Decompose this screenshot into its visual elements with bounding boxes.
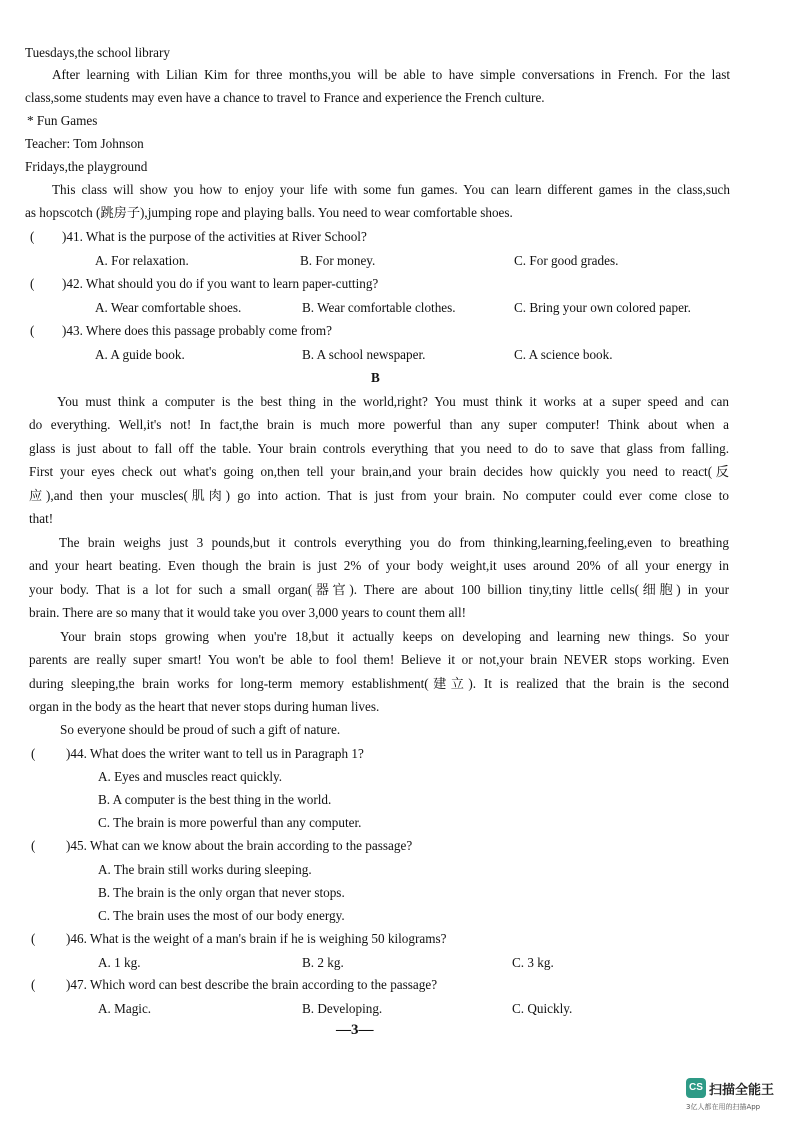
- question-stem: )45. What can we know about the brain according to the passage?: [66, 838, 413, 853]
- passage-line: glass is just about to fall off the table. Your brain controls everything that you need to do to save that glass from falling.: [29, 441, 729, 456]
- question-stem: )43. Where does this passage probably come from?: [62, 323, 333, 338]
- question-stem: )47. Which word can best describe the brain according to the passage?: [66, 977, 438, 992]
- answer-blank: (: [30, 229, 35, 244]
- option-a: A. Magic.: [98, 1001, 152, 1016]
- passage-line: First your eyes check out what's going on,then tell your brain,and your brain decides how quickly you need to react(反: [29, 464, 729, 479]
- passage-line: So everyone should be proud of such a gift of nature.: [60, 722, 341, 737]
- option-c: C. For good grades.: [514, 253, 619, 268]
- camscanner-logo-icon: CS: [686, 1078, 706, 1098]
- passage-line: during sleeping,the brain works for long-term memory establishment(建立). It is realized that the brain is the second: [29, 676, 729, 691]
- option-b: B. A school newspaper.: [302, 347, 426, 362]
- option-a: A. The brain still works during sleeping.: [98, 862, 312, 877]
- passage-line: brain. There are so many that it would take you over 3,000 years to count them all!: [29, 605, 467, 620]
- schedule-line: Tuesdays,the school library: [25, 45, 170, 60]
- option-b: B. For money.: [300, 253, 376, 268]
- passage-line: your body. That is a lot for such a small organ(器官). There are about 100 billion tiny,tiny little cells(细胞) in your: [29, 582, 729, 597]
- question-stem: )44. What does the writer want to tell us in Paragraph 1?: [66, 746, 364, 761]
- option-b: B. Developing.: [302, 1001, 383, 1016]
- option-c: C. The brain is more powerful than any computer.: [98, 815, 362, 830]
- class-title: * Fun Games: [27, 113, 98, 128]
- page-number: —3—: [336, 1022, 374, 1038]
- option-b: B. 2 kg.: [302, 955, 344, 970]
- passage-line: that!: [29, 511, 54, 526]
- option-a: A. A guide book.: [95, 347, 185, 362]
- schedule-line: Fridays,the playground: [25, 159, 148, 174]
- passage-line: Your brain stops growing when you're 18,but it actually keeps on developing and learning new things. So your: [60, 629, 729, 644]
- teacher-line: Teacher: Tom Johnson: [25, 136, 144, 151]
- watermark-tagline: 3亿人都在用的扫描App: [686, 1103, 761, 1111]
- watermark-brand: 扫描全能王: [709, 1083, 775, 1098]
- option-b: B. Wear comfortable clothes.: [302, 300, 456, 315]
- passage-line: and your heart beating. Even though the brain is just 2% of your body weight,it uses around 20% of all your energy in: [29, 558, 729, 573]
- option-c: C. The brain uses the most of our body energy.: [98, 908, 345, 923]
- passage-line: as hopscotch (跳房子),jumping rope and playing balls. You need to wear comfortable shoes.: [25, 205, 513, 220]
- passage-line: parents are really super smart! You won't be able to fool them! Believe it or not,your brain NEVER stops working. Even: [29, 652, 729, 667]
- question-stem: )42. What should you do if you want to learn paper-cutting?: [62, 276, 379, 291]
- answer-blank: (: [31, 977, 36, 992]
- option-c: C. A science book.: [514, 347, 613, 362]
- option-c: C. 3 kg.: [512, 955, 554, 970]
- option-a: A. Wear comfortable shoes.: [95, 300, 242, 315]
- passage-line: The brain weighs just 3 pounds,but it controls everything you do from thinking,learning,feeling,even to breathing: [59, 535, 729, 550]
- answer-blank: (: [31, 931, 36, 946]
- option-a: A. Eyes and muscles react quickly.: [98, 769, 283, 784]
- answer-blank: (: [30, 276, 35, 291]
- answer-blank: (: [31, 838, 36, 853]
- option-a: A. For relaxation.: [95, 253, 189, 268]
- question-stem: )46. What is the weight of a man's brain if he is weighing 50 kilograms?: [66, 931, 447, 946]
- answer-blank: (: [31, 746, 36, 761]
- passage-line: class,some students may even have a chance to travel to France and experience the French culture.: [25, 90, 545, 105]
- passage-line: After learning with Lilian Kim for three months,you will be able to have simple conversations in French. For the last: [52, 67, 730, 82]
- passage-line: This class will show you how to enjoy your life with some fun games. You can learn different games in the class,such: [52, 182, 730, 197]
- option-a: A. 1 kg.: [98, 955, 141, 970]
- passage-line: You must think a computer is the best thing in the world,right? You must think it works at a super speed and can: [57, 394, 729, 409]
- option-b: B. The brain is the only organ that never stops.: [98, 885, 345, 900]
- section-heading: B: [371, 370, 380, 385]
- option-c: C. Bring your own colored paper.: [514, 300, 691, 315]
- passage-line: organ in the body as the heart that never stops during human lives.: [29, 699, 380, 714]
- option-c: C. Quickly.: [512, 1001, 573, 1016]
- answer-blank: (: [30, 323, 35, 338]
- passage-line: 应),and then your muscles(肌肉) go into action. That is just from your brain. No computer could ever come close to: [29, 488, 729, 503]
- question-stem: )41. What is the purpose of the activities at River School?: [62, 229, 367, 244]
- option-b: B. A computer is the best thing in the world.: [98, 792, 332, 807]
- passage-line: do everything. Well,it's not! In fact,the brain is much more powerful than any super computer! Think about when a: [29, 417, 729, 432]
